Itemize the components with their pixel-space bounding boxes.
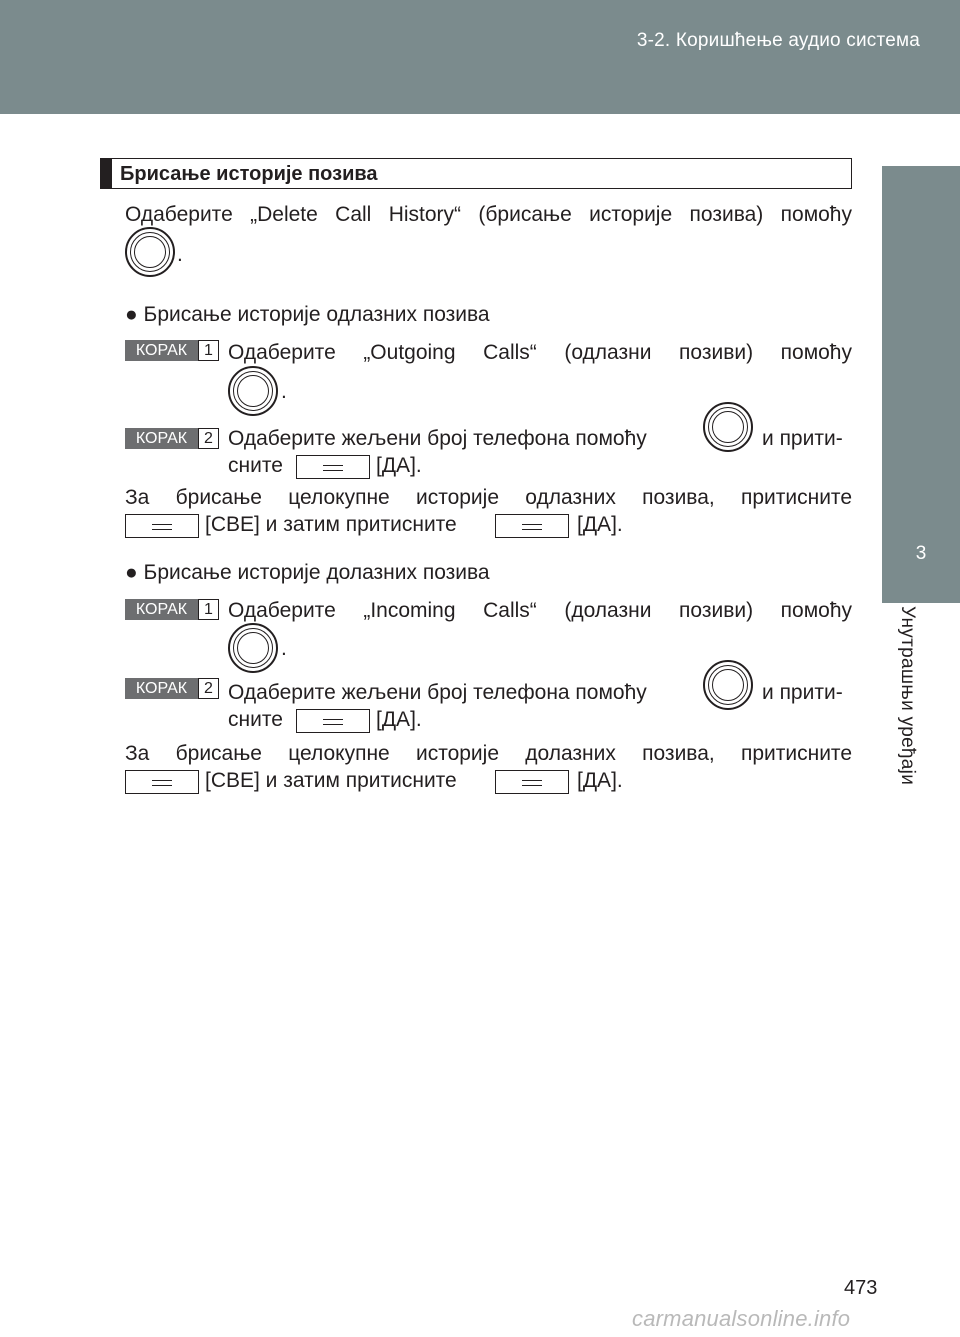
header-bar (0, 0, 960, 114)
step-text-continued: и прити- (762, 427, 843, 450)
note-text-line2-end: [ДА]. (577, 513, 623, 536)
note-text-line2-end: [ДА]. (577, 769, 623, 792)
step-text-line2-end: [ДА]. (376, 708, 422, 731)
bullet-title: Брисање историје долазних позива (143, 561, 490, 584)
soft-key-button-icon (125, 514, 199, 538)
note-text: За брисање целокупне историје долазних позива, притисните (125, 742, 852, 765)
step-text: Одаберите жељени број телефона помоћу (228, 427, 647, 450)
step-badge (125, 678, 219, 699)
step-label: КОРАК (125, 599, 198, 620)
step-badge (125, 340, 219, 361)
chapter-label-container (896, 606, 936, 1026)
step-badge (125, 428, 219, 449)
bullet-item (125, 560, 490, 586)
soft-key-button-icon (495, 770, 569, 794)
step-label: КОРАК (125, 678, 198, 699)
chapter-label: Унутрашњи уређаји (897, 606, 918, 786)
section-title: Брисање историје позива (120, 163, 378, 185)
tune-select-knob-icon (228, 623, 278, 673)
bullet-icon: ● (125, 561, 138, 584)
chapter-number: 3 (915, 543, 927, 564)
tune-select-knob-icon (228, 366, 278, 416)
note-text-line2: [СВЕ] и затим притисните (205, 513, 457, 536)
page-number: 473 (844, 1277, 878, 1299)
bullet-item (125, 302, 490, 328)
note-text-line2: [СВЕ] и затим притисните (205, 769, 457, 792)
intro-end: . (177, 243, 183, 266)
step-label: КОРАК (125, 428, 198, 449)
soft-key-button-icon (296, 455, 370, 479)
step-number: 1 (198, 340, 219, 361)
soft-key-button-icon (296, 709, 370, 733)
tune-select-knob-icon (703, 660, 753, 710)
intro-line: Одаберите „Delete Call History“ (брисање историје позива) помоћу (125, 203, 852, 226)
step-label: КОРАК (125, 340, 198, 361)
step-text-line2-end: [ДА]. (376, 454, 422, 477)
step-text-line2: сните (228, 708, 283, 731)
step-text: Одаберите „Outgoing Calls“ (одлазни позиви) помоћу (228, 341, 852, 364)
tune-select-knob-icon (125, 227, 175, 277)
step-text-end: . (281, 637, 287, 660)
step-number: 2 (198, 428, 219, 449)
section-header (100, 158, 852, 189)
step-text-continued: и прити- (762, 681, 843, 704)
bullet-title: Брисање историје одлазних позива (143, 303, 490, 326)
chapter-tab (882, 166, 960, 603)
step-number: 1 (198, 599, 219, 620)
step-text-end: . (281, 380, 287, 403)
step-text: Одаберите жељени број телефона помоћу (228, 681, 647, 704)
soft-key-button-icon (495, 514, 569, 538)
bullet-icon: ● (125, 303, 138, 326)
note-text: За брисање целокупне историје одлазних позива, притисните (125, 486, 852, 509)
tune-select-knob-icon (703, 402, 753, 452)
step-text: Одаберите „Incoming Calls“ (долазни позиви) помоћу (228, 599, 852, 622)
step-text-line2: сните (228, 454, 283, 477)
header-title: 3-2. Коришћење аудио система (636, 30, 920, 51)
step-number: 2 (198, 678, 219, 699)
watermark: carmanualsonline.info (632, 1306, 851, 1331)
soft-key-button-icon (125, 770, 199, 794)
step-badge (125, 599, 219, 620)
